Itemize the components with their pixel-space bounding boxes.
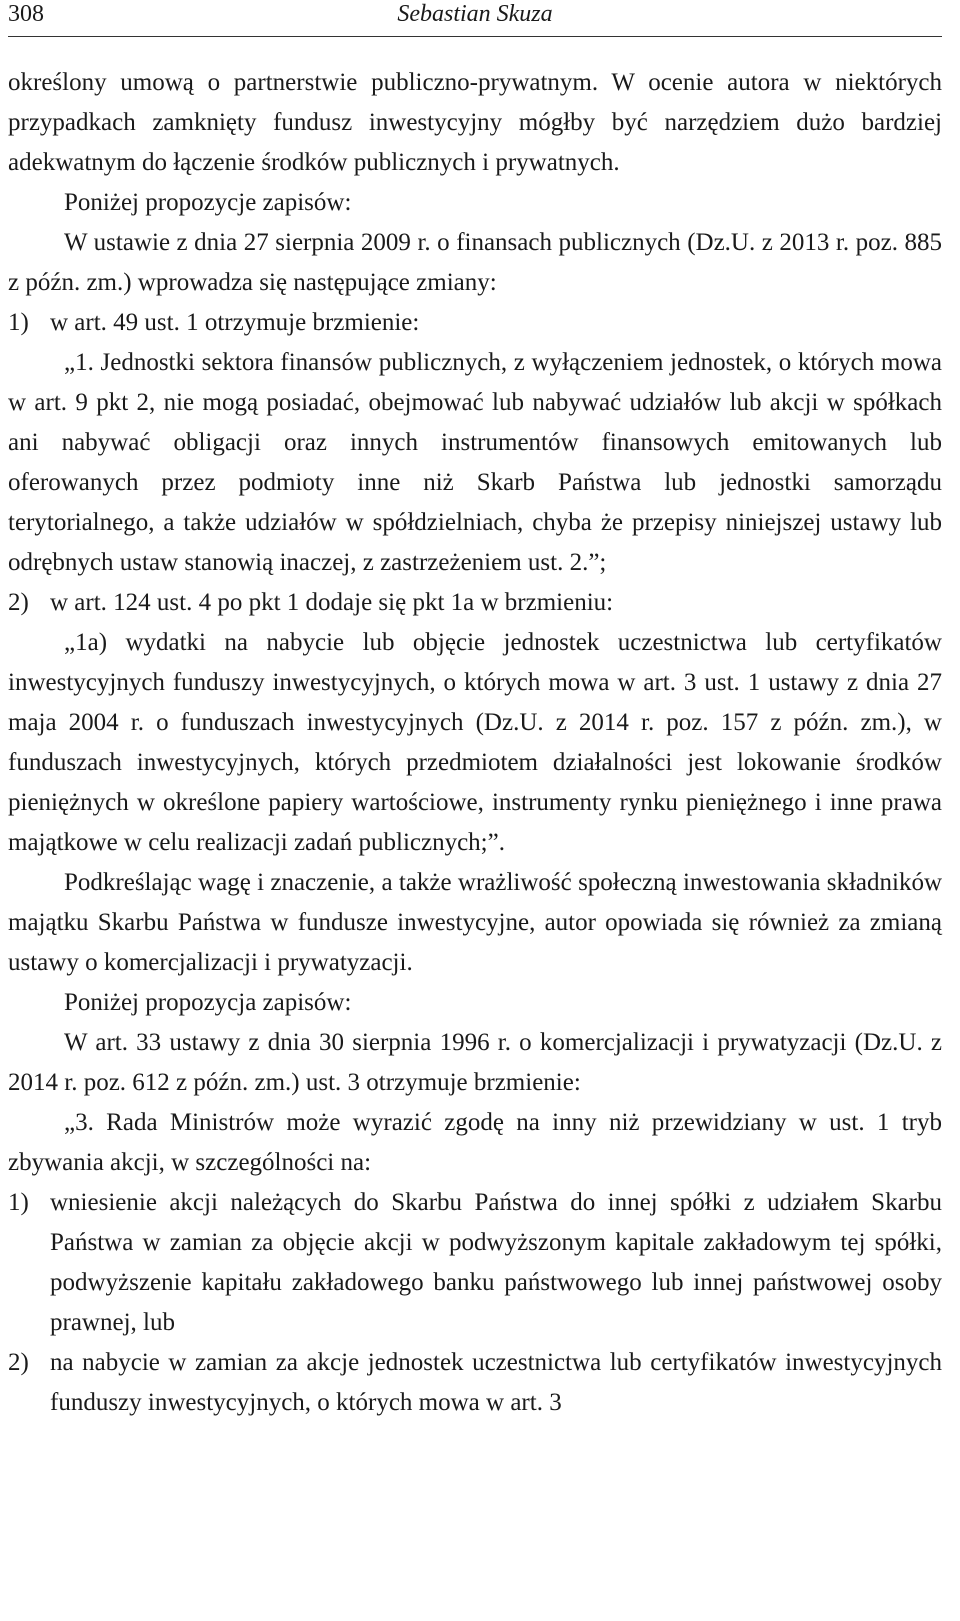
paragraph: określony umową o partnerstwie publiczno-prywatnym. W ocenie autora w niektórych przypadkach zamknięty fundusz inwestycyjny mógłby być narzędziem dużo bardziej adekwatnym do łączenie środków publicznych i prywatnych. xyxy=(8,69,942,176)
quoted-provision: „3. Rada Ministrów może wyrazić zgodę na inny niż przewidziany w ust. 1 tryb zbywania akcji, w szczególności na: xyxy=(8,1109,942,1176)
paragraph: Poniżej propozycje zapisów: xyxy=(64,189,352,216)
list-item-number: 2) xyxy=(8,589,29,616)
list-item-text: w art. 49 ust. 1 otrzymuje brzmienie: xyxy=(50,309,420,336)
page-number: 308 xyxy=(8,1,44,27)
paragraph: W art. 33 ustawy z dnia 30 sierpnia 1996 r. o komercjalizacji i prywatyzacji (Dz.U. z 2014 r. poz. 612 z późn. zm.) ust. 3 otrzymuje brzmienie: xyxy=(8,1029,942,1096)
list-item xyxy=(8,1183,942,1343)
quoted-provision: „1. Jednostki sektora finansów publicznych, z wyłączeniem jednostek, o których mowa w art. 9 pkt 2, nie mogą posiadać, obejmować lub nabywać udziałów lub akcji w spółkach ani nabywać obligacji oraz innych instrumentów finansowych emitowanych lub oferowanych przez podmioty inne niż Skarb Państwa lub jednostki samorządu terytorialnego, a także udziałów w spółdzielniach, chyba że przepisy niniejszej ustawy lub odrębnych ustaw stanowią inaczej, z zastrzeżeniem ust. 2.”; xyxy=(8,349,942,576)
list-item xyxy=(8,303,942,343)
list-item-text: na nabycie w zamian za akcje jednostek uczestnictwa lub certyfikatów inwestycyjnych funduszy inwestycyjnych, o których mowa w art. 3 xyxy=(50,1349,942,1416)
running-head: Sebastian Skuza xyxy=(397,1,553,27)
list-item-number: 1) xyxy=(8,1189,29,1216)
page-body xyxy=(8,63,942,1423)
list-item-number: 2) xyxy=(8,1349,29,1376)
paragraph: W ustawie z dnia 27 sierpnia 2009 r. o finansach publicznych (Dz.U. z 2013 r. poz. 885 z późn. zm.) wprowadza się następujące zmiany: xyxy=(8,229,942,296)
quoted-provision: „1a) wydatki na nabycie lub objęcie jednostek uczestnictwa lub certyfikatów inwestycyjnych funduszy inwestycyjnych, o których mowa w art. 3 ust. 1 ustawy z dnia 27 maja 2004 r. o funduszach inwestycyjnych (Dz.U. z 2014 r. poz. 157 z późn. zm.), w funduszach inwestycyjnych, których przedmiotem działalności jest lokowanie środków pieniężnych w określone papiery wartościowe, instrumenty rynku pieniężnego i inne prawa majątkowe w celu realizacji zadań publicznych;”. xyxy=(8,629,942,856)
list-item xyxy=(8,583,942,623)
list-item-text: w art. 124 ust. 4 po pkt 1 dodaje się pkt 1a w brzmieniu: xyxy=(50,589,614,616)
list-item xyxy=(8,1343,942,1423)
list-item-text: wniesienie akcji należących do Skarbu Państwa do innej spółki z udziałem Skarbu Państwa w zamian za objęcie akcji w podwyższonym kapitale zakładowym tej spółki, podwyższenie kapitału zakładowego banku państwowego lub innej państwowej osoby prawnej, lub xyxy=(50,1189,942,1336)
page-header xyxy=(8,0,942,37)
paragraph: Podkreślając wagę i znaczenie, a także wrażliwość społeczną inwestowania składników majątku Skarbu Państwa w fundusze inwestycyjne, autor opowiada się również za zmianą ustawy o komercjalizacji i prywatyzacji. xyxy=(8,869,942,976)
list-item-number: 1) xyxy=(8,309,29,336)
paragraph: Poniżej propozycja zapisów: xyxy=(64,989,352,1016)
